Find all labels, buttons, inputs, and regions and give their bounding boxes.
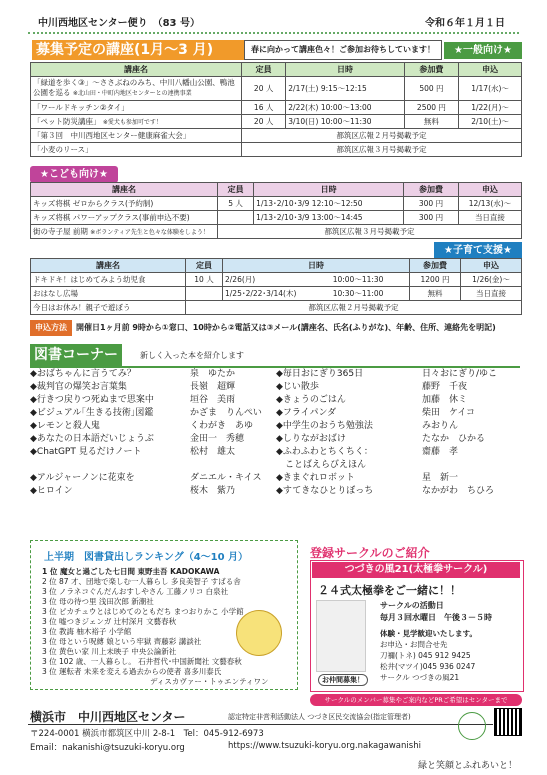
circle-name: つづきの風21(太極拳サークル) xyxy=(312,562,520,578)
slogan: 緑と笑顔とふれあいと！ xyxy=(417,761,517,771)
book-author: ダニエル・キイス xyxy=(190,473,262,483)
taichi-person-icon xyxy=(316,600,366,672)
ranking-item: 3 位 運転者 未来を変える過去からの使者 喜多川泰氏 xyxy=(42,667,222,676)
ranking-item: 3 位 教誨 柚木裕子 小学館 xyxy=(42,627,132,636)
newsletter-title: 中川西地区センター便り （83 号） xyxy=(38,18,200,29)
book-title: ことばえらびえほん xyxy=(276,460,367,470)
book-title: ◆フライパンダ xyxy=(276,408,337,418)
book-title: ◆アルジャーノンに花束を xyxy=(30,473,135,483)
apply-tag: 申込方法 xyxy=(30,320,72,336)
book-title: ◆中学生のおうち勉強法 xyxy=(276,421,373,431)
book-author: みおりん xyxy=(422,421,459,431)
book-author: なかがわ ちひろ xyxy=(422,486,495,496)
general-course-table: 講座名 定員 日時 参加費 申込 「緑道を歩く③」～ささぶねのみち、中川八幡山公園、鴨池公園を巡る ※北山田・中町内地区センターとの連携事業 20 人 2/17(土) 9:15～12:15 500 円 1/17(水)～ 「ワールドキッチン②タイ」 16 人 2/22(木) 10:00～13:00 2500 円 1/22(月)～ 「ペット防災講座」 ※愛犬も参加可です！ 20 人 3/10(日) 10:00～11:30 無料 2/10(土)～ 「第３回 中川西地区センター健康麻雀大会」 都筑区広報２月号掲載予定 「小麦のリース」 都筑区広報３月号掲載予定 xyxy=(30,62,522,157)
website-link[interactable]: https://www.tsuzuki-koryu.org.nakagawanishi xyxy=(228,741,421,751)
issue-date: 令和６年１月１日 xyxy=(425,18,505,29)
library-subtitle: 新しく入った本を紹介します xyxy=(140,351,244,360)
library-title: 図書コーナー xyxy=(30,344,122,366)
circle-catch: ２４式太極拳をご一緒に！！ xyxy=(318,584,461,597)
center-name: 横浜市 中川西地区センター xyxy=(30,710,186,724)
table-row: 「ワールドキッチン②タイ」 xyxy=(31,101,242,115)
book-title: ◆ビジュアル｢生きる技術｣図鑑 xyxy=(30,408,154,418)
col-cap: 定員 xyxy=(242,63,286,77)
book-title: ◆ChatGPT 見るだけノート xyxy=(30,447,142,457)
member-badge: お仲間募集！ xyxy=(318,674,368,686)
book-title: ◆毎日おにぎり365日 xyxy=(276,369,364,379)
ranking-item: 3 位 母の待つ里 浅田次郎 新潮社 xyxy=(42,597,154,606)
manager-name: 認定特定非営利活動法人 つづき区民交流協会(指定管理者) xyxy=(228,713,411,721)
ranking-item: 3 位 ピカチュウとはじめてのともだち まつおりかこ 小学館 xyxy=(42,607,244,616)
book-author: 桜木 紫乃 xyxy=(190,486,236,496)
book-title: ◆おばちゃんに言うてみ？ xyxy=(30,369,136,379)
book-author: 日々おにぎり/ゆこ xyxy=(422,369,498,379)
book-title: ◆きまぐれロボット xyxy=(276,473,355,483)
book-title: ◆行きつ戻りつ死ぬまで思案中 xyxy=(30,395,154,405)
table-row: 「小麦のリース」 xyxy=(31,143,242,157)
book-author: くわがき あゆ xyxy=(190,421,254,431)
book-author: 金田一 秀穂 xyxy=(190,434,245,444)
book-title: ◆あなたの日本語だいじょうぶ xyxy=(30,434,154,444)
email: Email：nakanishi@tsuzuki-koryu.org xyxy=(30,743,185,753)
book-author: 星 新一 xyxy=(422,473,459,483)
book-author: たなか ひかる xyxy=(422,434,486,444)
book-author: 泉 ゆたか xyxy=(190,369,236,379)
book-author: 加藤 休ミ xyxy=(422,395,468,405)
table-row: 「ペット防災講座」 ※愛犬も参加可です！ xyxy=(31,115,242,129)
ranking-item: 3 位 黄色い家 川上未映子 中央公論新社 xyxy=(42,647,177,656)
table-row: キッズ将棋 パワーアップクラス(事前申込不要) xyxy=(31,211,218,225)
book-author: 長嶺 超輝 xyxy=(190,382,236,392)
book-author: 松村 雄太 xyxy=(190,447,236,457)
ranking-title: 上半期 図書貸出しランキング（4～10 月） xyxy=(44,552,249,563)
table-row: おはなし広場 xyxy=(31,287,186,301)
chick-reading-icon xyxy=(236,610,282,656)
table-row: 街の寺子屋 前期 ※ボランティア先生と色々な体験をしよう！ xyxy=(31,225,218,239)
footer-divider xyxy=(28,724,493,725)
divider xyxy=(28,32,519,34)
book-author: 柴田 ケイコ xyxy=(422,408,476,418)
recruit-message: 春に向かって講座色々！ご参加お待ちしています！ xyxy=(244,40,442,60)
book-title: ◆ふわふわとちくちく： xyxy=(276,447,373,457)
kids-course-table: 講座名 定員 日時 参加費 申込 キッズ将棋 ゼロからクラス(予約制) 5 人 1/13･2/10･3/9 12:10～12:50 300 円 12/13(水)～ キッズ将棋 パワーアップクラス(事前申込不要) 1/13･2/10･3/9 13:00～14:45 300 円 当日直接 街の寺子屋 前期 ※ボランティア先生と色々な体験をしよう！ 都筑区広報３月号掲載予定 xyxy=(30,182,522,239)
ranking-item: 3 位 102 歳、一人暮らし。 石井哲代･中国新聞社 文藝春秋 xyxy=(42,657,242,666)
parent-course-table: 講座名 定員 日時 参加費 申込 ドキドキ！はじめてみよう幼児食 10 人 2/26(月) 10:00～11:30 1200 円 1/26(金)～ おはなし広場 1/25･2/22･3/14(木) 10:30～11:00 無料 当日直接 今日はお休み！親子で遊ぼう 都筑区広報２月号掲載予定 xyxy=(30,258,522,315)
book-author: 齋藤 孝 xyxy=(422,447,459,457)
ranking-item: 3 位 ノラネコぐんだんおすしやさん 工藤ノリコ 白泉社 xyxy=(42,587,229,596)
table-row: 「緑道を歩く③」～ささぶねのみち、中川八幡山公園、鴨池公園を巡る ※北山田・中町内地区センターとの連携事業 xyxy=(31,77,242,101)
book-title: ◆裁判官の爆笑お言葉集 xyxy=(30,382,127,392)
circle-notice: サークルのメンバー募集やご案内などPRご希望はセンターまで xyxy=(310,694,522,706)
book-title: ◆すてきなひとりぼっち xyxy=(276,486,374,496)
book-title: ◆きょうのごはん xyxy=(276,395,346,405)
book-title: ◆レモンと殺人鬼 xyxy=(30,421,100,431)
table-row: 今日はお休み！親子で遊ぼう xyxy=(31,301,186,315)
org-logo-icon xyxy=(458,712,486,740)
apply-text: 開催日1ヶ月前 9時から①窓口、10時から②電話又は③メール(講座名、氏名(ふりがな)、年齢、住所、連絡先を明記) xyxy=(76,323,496,332)
col-name: 講座名 xyxy=(31,63,242,77)
ranking-item: ディスカヴァー・トゥエンティワン xyxy=(150,677,269,686)
ranking-item: 3 位 嘘つきジェンガ 辻村深月 文藝春秋 xyxy=(42,617,177,626)
ranking-item: 1 位 魔女と過ごした七日間 東野圭吾 KADOKAWA xyxy=(42,567,220,576)
col-fee: 参加費 xyxy=(404,63,459,77)
ranking-item: 2 位 87 才、団地で楽しむ一人暮らし 多良美智子 すばる舎 xyxy=(42,577,241,586)
kids-tag: ★こども向け★ xyxy=(30,166,118,183)
book-title: ◆ヒロイン xyxy=(30,486,73,496)
book-author: 垣谷 美雨 xyxy=(190,395,236,405)
col-date: 日時 xyxy=(286,63,404,77)
recruit-title: 募集予定の講座(1月～3 月) xyxy=(32,40,244,60)
general-tag: ★一般向け★ xyxy=(444,42,522,59)
col-apply: 申込 xyxy=(459,63,522,77)
address: 〒224-0001 横浜市都筑区中川 2-8-1 Tel：045-912-6973 xyxy=(30,729,264,739)
table-row: ドキドキ！はじめてみよう幼児食 xyxy=(31,273,186,287)
qr-code-icon xyxy=(494,708,522,736)
table-row: キッズ将棋 ゼロからクラス(予約制) xyxy=(31,197,218,211)
book-title: ◆じい散歩 xyxy=(276,382,319,392)
ranking-item: 3 位 母という呪縛 娘という牢獄 齊藤彩 講談社 xyxy=(42,637,202,646)
book-title: ◆しりながおばけ xyxy=(276,434,346,444)
parent-tag: ★子育て支援★ xyxy=(434,242,522,259)
table-row: 「第３回 中川西地区センター健康麻雀大会」 xyxy=(31,129,242,143)
book-author: かざま りんぺい xyxy=(190,408,262,418)
book-author: 藤野 千夜 xyxy=(422,382,468,392)
circle-title: 登録サークルのご紹介 xyxy=(310,546,430,560)
